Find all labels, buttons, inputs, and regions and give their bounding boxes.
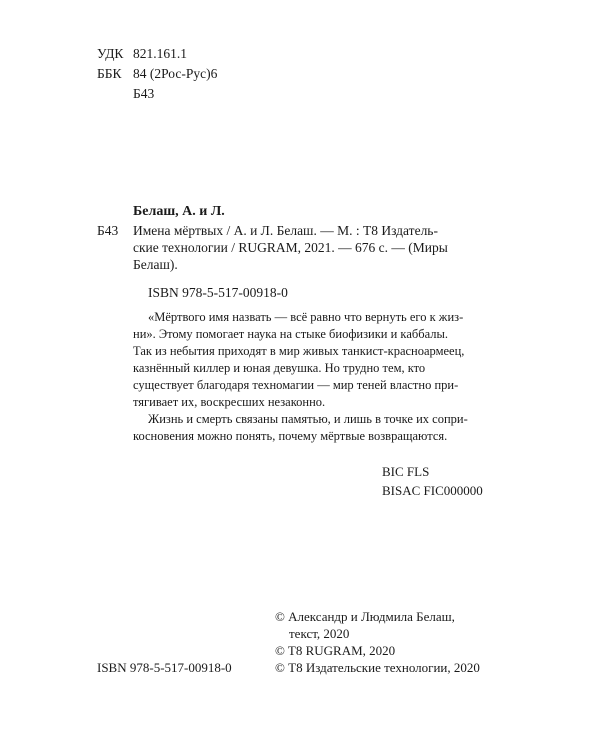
annotation-line: Так из небытия приходят в мир живых танкист-красноармеец,	[133, 344, 465, 358]
catalog-isbn: ISBN 978-5-517-00918-0	[148, 285, 288, 300]
catalog-description-line: Имена мёртвых / А. и Л. Белаш. — М. : Т8 Издатель-	[133, 223, 438, 238]
annotation-line: тягивает их, воскресших незаконно.	[133, 395, 326, 409]
bbk-label: ББК	[97, 66, 122, 81]
copyright-line: © Александр и Людмила Белаш,	[275, 609, 455, 624]
annotation-line: «Мёртвого имя назвать — всё равно что вернуть его к жиз-	[148, 310, 464, 324]
annotation-line: ни». Этому помогает наука на стыке биофизики и каббалы.	[133, 327, 449, 341]
bisac-code: BISAC FIC000000	[382, 483, 483, 498]
bic-code: BIC FLS	[382, 464, 430, 479]
footer-isbn: ISBN 978-5-517-00918-0	[97, 660, 232, 675]
annotation-line: казнённый киллер и юная девушка. Но трудно тем, кто	[133, 361, 426, 375]
bbk-value: 84 (2Рос-Рус)6	[133, 66, 218, 81]
catalog-description-line: ские технологии / RUGRAM, 2021. — 676 с. — (Миры	[133, 240, 448, 255]
catalog-mark: Б43	[97, 223, 119, 238]
copyright-line-t8-rugram: © T8 RUGRAM, 2020	[275, 643, 396, 658]
author-heading: Белаш, А. и Л.	[133, 204, 225, 219]
catalog-description-line: Белаш).	[133, 257, 178, 272]
udk-value: 821.161.1	[133, 46, 187, 61]
annotation-line: Жизнь и смерть связаны памятью, и лишь в точке их сопри-	[148, 412, 468, 426]
copyright-line: текст, 2020	[289, 626, 350, 641]
udk-label: УДК	[97, 46, 124, 61]
author-mark: Б43	[133, 86, 155, 101]
annotation-line: существует благодаря техномагии — мир теней властно при-	[133, 378, 459, 392]
copyright-line: © Т8 Издательские технологии, 2020	[275, 660, 480, 675]
annotation-line: косновения можно понять, почему мёртвые возвращаются.	[133, 429, 448, 443]
